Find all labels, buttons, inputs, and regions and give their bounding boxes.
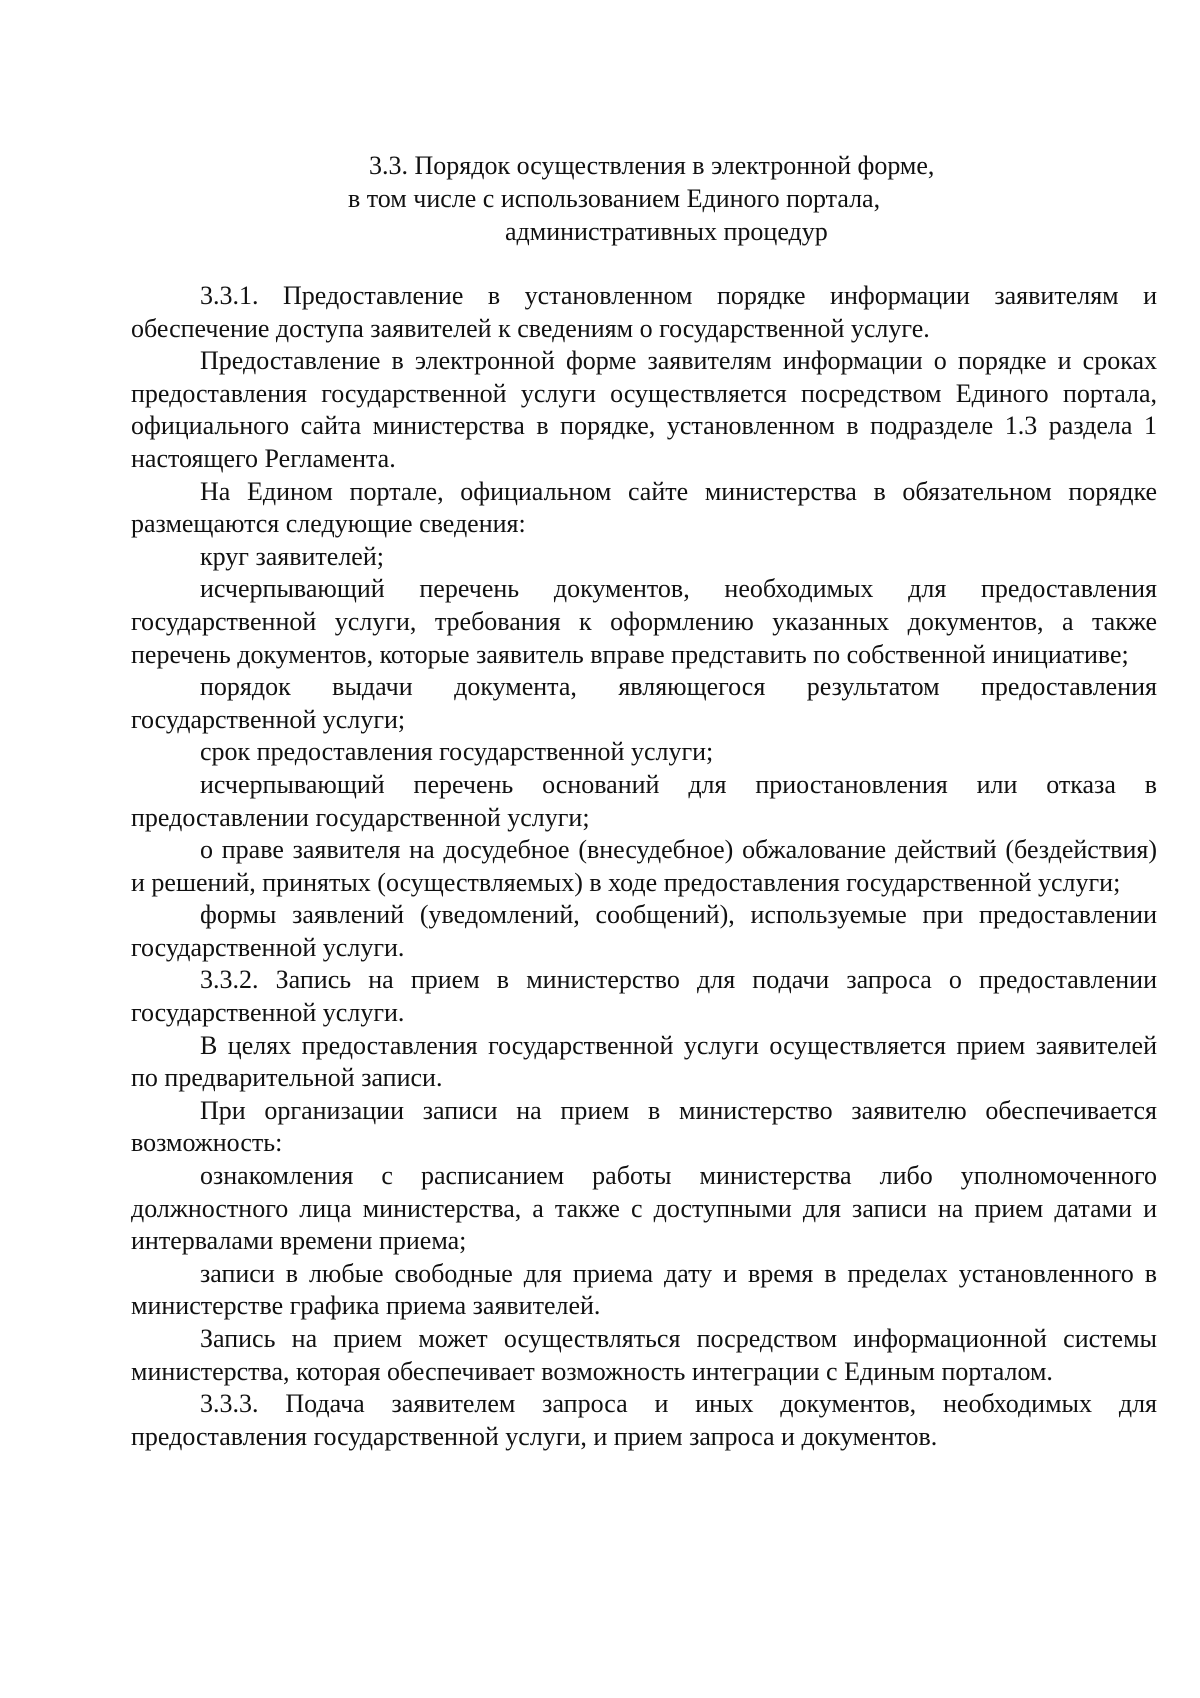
list-item: круг заявителей; [200,541,384,571]
list-item: ознакомления с расписанием работы министерства либо уполномоченного должностного лица министерства, а также с доступными для записи на прием датами и интервалами времени приема; [131,1161,1157,1256]
list-item: записи в любые свободные для приема дату и время в пределах установленного в министерстве графика приема заявителей. [131,1258,1157,1321]
paragraph-3-3-3: 3.3.3. Подача заявителем запроса и иных документов, необходимых для предоставления государственной услуги, и прием запроса и документов. [131,1389,1157,1451]
heading-line-2: в том числе с использованием Единого портала, [348,184,881,213]
list-item: о праве заявителя на досудебное (внесудебное) обжалование действий (бездействия) и решений, принятых (осуществляемых) в ходе предоставления государственной услуги; [131,835,1157,897]
heading-line-3: административных процедур [505,217,828,246]
list-item: исчерпывающий перечень оснований для приостановления или отказа в предоставлении государственной услуги; [131,769,1157,832]
paragraph: На Едином портале, официальном сайте министерства в обязательном порядке размещаются следующие сведения: [131,476,1157,539]
list-item: исчерпывающий перечень документов, необходимых для предоставления государственной услуги, требования к оформлению указанных документов, а также перечень документов, которые заявитель вправе представить по собственной инициативе; [131,574,1157,669]
list-item: срок предоставления государственной услуги; [200,737,714,767]
document-body [131,280,1157,1453]
paragraph: Запись на прием может осуществляться посредством информационной системы министерства, которая обеспечивает возможность интеграции с Единым порталом. [131,1324,1157,1386]
paragraph: В целях предоставления государственной услуги осуществляется прием заявителей по предварительной записи. [131,1030,1157,1093]
list-item: формы заявлений (уведомлений, сообщений), используемые при предоставлении государственной услуги. [131,900,1157,962]
paragraph-3-3-2: 3.3.2. Запись на прием в министерство для подачи запроса о предоставлении государственной услуги. [131,965,1157,1028]
list-item: порядок выдачи документа, являющегося результатом предоставления государственной услуги; [131,672,1157,734]
heading-line-1: 3.3. Порядок осуществления в электронной форме, [369,151,935,180]
paragraph: Предоставление в электронной форме заявителям информации о порядке и сроках предоставления государственной услуги осуществляется посредством Единого портала, официального сайта министерства в порядке, установленном в подразделе 1.3 раздела 1 настоящего Регламента. [131,346,1157,473]
paragraph-3-3-1: 3.3.1. Предоставление в установленном порядке информации заявителям и обеспечение доступа заявителей к сведениям о государственной услуге. [131,281,1157,343]
paragraph: При организации записи на прием в министерство заявителю обеспечивается возможность: [131,1095,1157,1158]
